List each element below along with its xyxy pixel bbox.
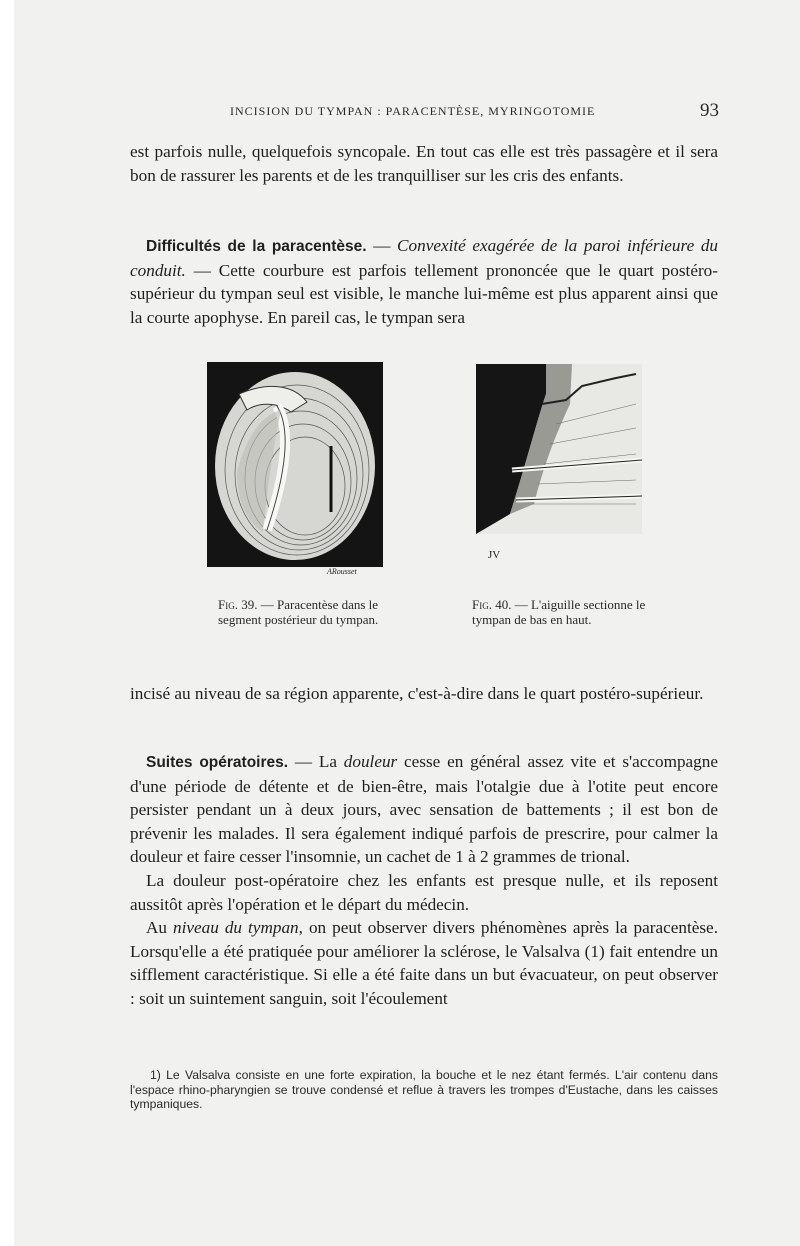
paragraph-4-italic: niveau du tympan	[173, 918, 299, 938]
needle-section-drawing	[476, 364, 642, 564]
section-heading-difficultes: Difficultés de la paracentèse.	[146, 238, 367, 255]
figure-40-label: Fig. 40.	[472, 597, 512, 612]
figure-40-caption-text: — L'aiguille sectionne le tympan de bas en haut.	[472, 597, 646, 627]
running-title: INCISION DU TYMPAN : PARACENTÈSE, MYRINGOTOMIE	[230, 104, 596, 118]
paragraph-4-b: , on peut observer divers phénomènes après la paracentèse. Lorsqu'elle a été pratiquée pour améliorer la sclérose, le Valsalva (1) fait entendre un sifflement caractéristique. Si elle a été faite dans un but évacuateur, on peut observer : soit un suintement sanguin, soit l'écoulement	[130, 918, 718, 1008]
figure-39-signature: ARousset	[327, 567, 357, 576]
section-heading-suites: Suites opératoires.	[146, 754, 289, 771]
section-subheading-convexite: Convexité exagérée de la paroi inférieure du conduit.	[130, 236, 719, 280]
section-difficultes-text	[130, 234, 718, 329]
section-difficultes-body: — Cette courbure est parfois tellement prononcée que le quart postéro-supérieur du tympan seul est visible, le manche lui-même est plus apparent ainsi que la courte apophyse. En pareil cas, le tympan sera	[130, 260, 718, 327]
heading-dash: —	[366, 236, 398, 255]
page-number: 93	[700, 100, 719, 121]
figure-39-illustration	[207, 362, 383, 576]
paragraph-4-a: Au	[146, 918, 174, 938]
section-suites-italic: douleur	[343, 752, 398, 771]
paragraph-3: La douleur post-opératoire chez les enfants est presque nulle, et ils reposent aussitôt après l'opération et le départ du médecin.	[130, 870, 718, 914]
section-suites-body-b: cesse en général assez vite et s'accompagne d'une période de détente et de bien-être, mais l'otalgie due à l'otite peut encore persister pendant un à deux jours, avec sensation de battements ; il est bon de prévenir les malades. Il sera également indiqué parfois de prescrire, pour calmer la douleur et faire cesser l'insomnie, un cachet de 1 à 2 grammes de trional.	[130, 752, 718, 867]
page	[14, 0, 800, 1246]
figure-39-caption-text: — Paracentèse dans le segment postérieur du tympan.	[218, 597, 379, 627]
figure-40-monogram: JV	[488, 549, 501, 561]
figure-40-caption	[472, 597, 662, 627]
figure-40-illustration	[476, 364, 642, 564]
footnote-text: 1) Le Valsalva consiste en une forte expiration, la bouche et le nez étant fermés. L'air contenu dans l'espace rhino-pharyngien se trouve condensé et reflue à travers les trompes d'Eustache, dans les caisses tympaniques.	[130, 1068, 718, 1111]
section-suites-text	[130, 750, 718, 869]
paragraph-2	[130, 682, 718, 706]
paragraph-4	[130, 916, 718, 1010]
footnote	[130, 1068, 718, 1112]
section-suites-body-a: — La	[288, 752, 344, 771]
figure-39-caption	[218, 597, 408, 627]
section-suites	[130, 750, 718, 1011]
paragraph-2-text: incisé au niveau de sa région apparente, c'est-à-dire dans le quart postéro-supérieur.	[130, 684, 704, 703]
section-difficultes	[130, 234, 718, 329]
figure-39-label: Fig. 39.	[218, 597, 258, 612]
paragraph-1-text: est parfois nulle, quelquefois syncopale. En tout cas elle est très passagère et il sera bon de rassurer les parents et de les tranquilliser sur les cris des enfants.	[130, 142, 718, 185]
paragraph-1	[130, 140, 718, 187]
eardrum-drawing	[207, 362, 383, 576]
